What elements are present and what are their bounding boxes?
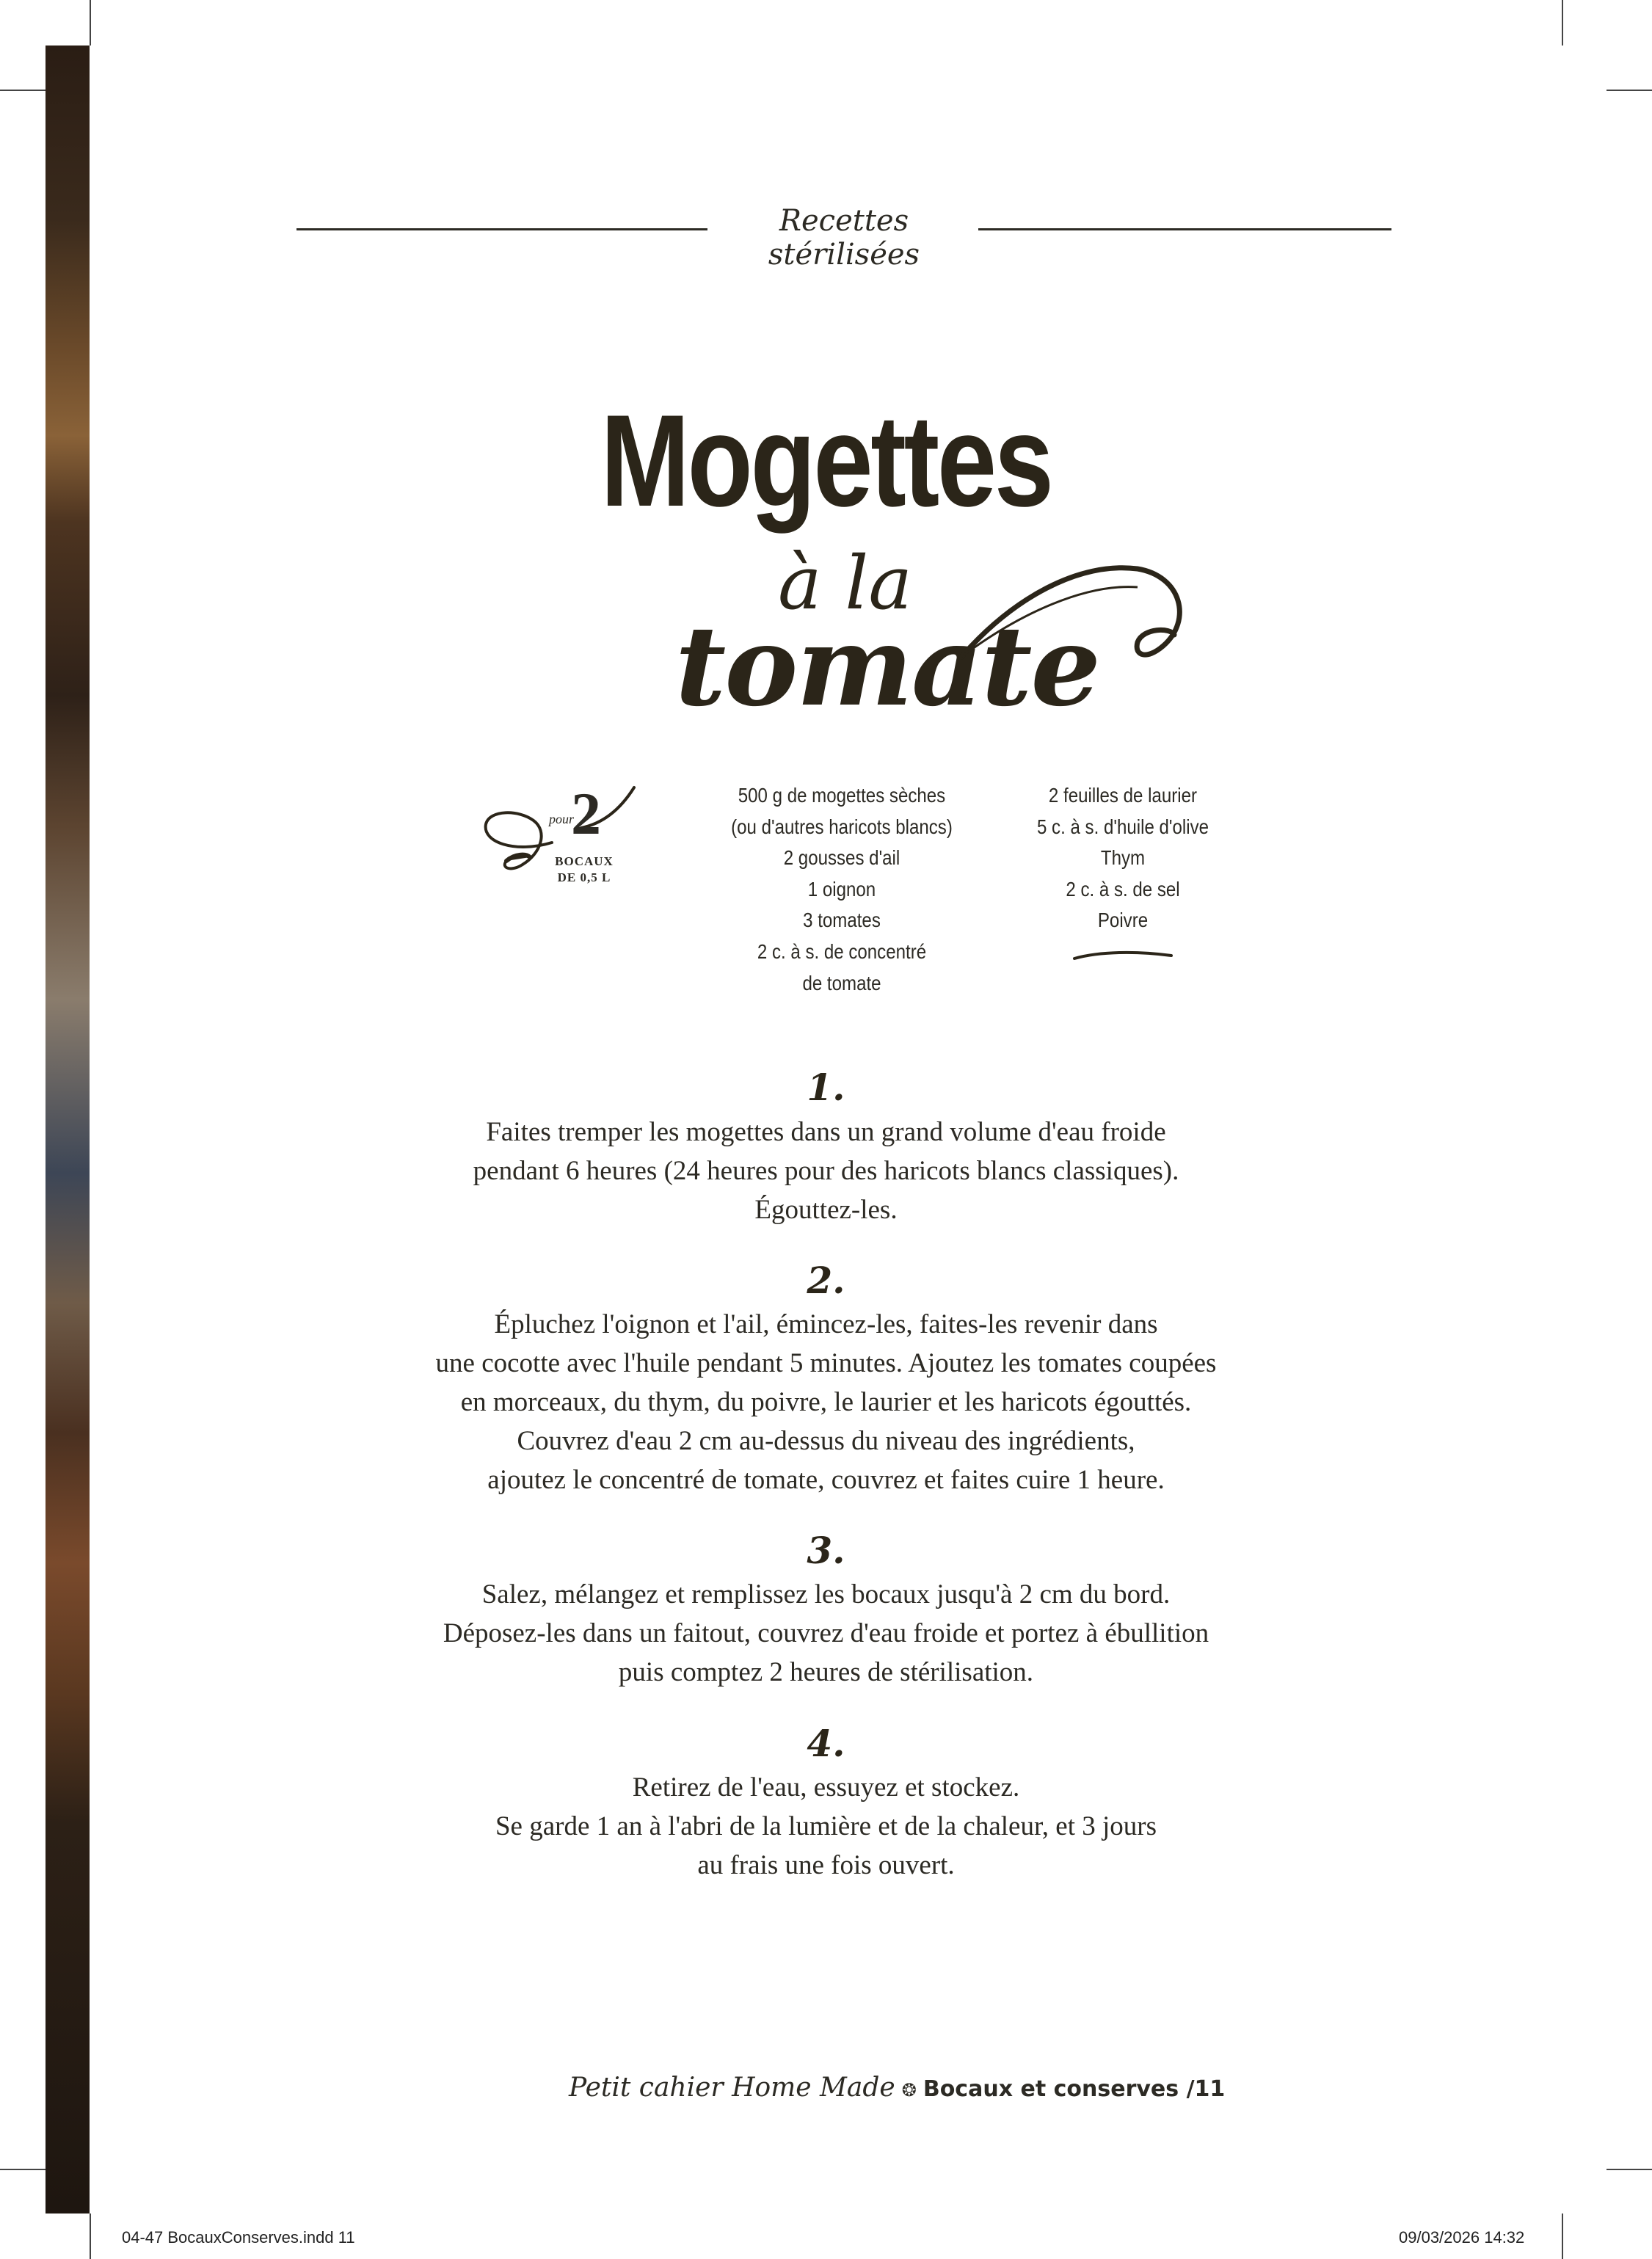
crop-mark (0, 90, 46, 91)
step-line: Déposez-les dans un faitout, couvrez d'eau froide et portez à ébullition (443, 1618, 1209, 1648)
ingredients-swash (1071, 948, 1174, 966)
yield-label: pour (549, 812, 575, 826)
crop-mark (1562, 0, 1563, 46)
step-text (0, 1305, 1652, 1499)
crop-mark (1606, 2169, 1652, 2170)
ingredient-item: 2 c. à s. de concentré (757, 939, 927, 963)
step-text (0, 1768, 1652, 1885)
section-title: Recettes stérilisées (768, 204, 920, 272)
crop-mark (90, 2213, 91, 2259)
recipe-title-main: Mogettes (600, 388, 1052, 534)
step-line: pendant 6 heures (24 heures pour des haricots blancs classiques). (473, 1156, 1179, 1186)
crop-mark (90, 0, 91, 46)
step-number: 2. (807, 1259, 845, 1302)
step-number: 3. (807, 1529, 845, 1572)
step-line: Salez, mélangez et remplissez les bocaux jusqu'à 2 cm du bord. (481, 1579, 1171, 1609)
step-line: ajoutez le concentré de tomate, couvrez et faites cuire 1 heure. (487, 1465, 1165, 1495)
recipe-title-sub: tomate (675, 602, 1099, 731)
step-line: puis comptez 2 heures de stérilisation. (618, 1657, 1034, 1687)
ingredient-item: 2 gousses d'ail (783, 846, 900, 870)
step-line: Épluchez l'oignon et l'ail, émincez-les, faites-les revenir dans (494, 1309, 1158, 1339)
yield-unit-line-2: DE 0,5 L (557, 870, 611, 884)
step-line: Faites tremper les mogettes dans un grand volume d'eau froide (486, 1117, 1166, 1147)
yield-unit-line-1: BOCAUX (555, 854, 614, 868)
step-line: une cocotte avec l'huile pendant 5 minutes. Ajoutez les tomates coupées (435, 1348, 1217, 1378)
ingredients-column-2 (965, 780, 1281, 936)
footer-page-number: Bocaux et conserves /11 (923, 2076, 1226, 2102)
footer-separator-icon: ❂ (901, 2081, 917, 2100)
step-line: Retirez de l'eau, essuyez et stockez. (632, 1772, 1020, 1803)
step-line: Couvrez d'eau 2 cm au-dessus du niveau des ingrédients, (517, 1426, 1135, 1456)
ingredient-item: de tomate (802, 971, 881, 994)
recipe-title-connector: à la (778, 540, 913, 626)
step-line: Se garde 1 an à l'abri de la lumière et de la chaleur, et 3 jours (495, 1811, 1157, 1841)
step-line: au frais une fois ouvert. (697, 1850, 955, 1880)
ingredient-item: 2 feuilles de laurier (1048, 784, 1198, 807)
ingredient-item: Poivre (1097, 909, 1149, 932)
ingredient-item: 3 tomates (803, 909, 881, 932)
slug-file: 04-47 BocauxConserves.indd 11 (122, 2228, 355, 2247)
title-flourish (954, 547, 1196, 686)
crop-mark (1562, 2213, 1563, 2259)
header-rule-left (296, 228, 707, 230)
ingredients-column-1 (684, 780, 1000, 999)
footer-series-title: Petit cahier Home Made (569, 2073, 895, 2103)
header-rule-right (978, 228, 1391, 230)
step-text (0, 1575, 1652, 1692)
ingredient-item: 500 g de mogettes sèches (738, 784, 946, 807)
slug-datetime: 09/03/2026 14:32 (1399, 2228, 1525, 2247)
yield-number: 2 (571, 780, 601, 847)
crop-mark (1606, 90, 1652, 91)
ingredient-item: 1 oignon (807, 877, 876, 901)
ingredient-item: 5 c. à s. d'huile d'olive (1036, 815, 1209, 838)
page-footer (569, 2072, 1523, 2103)
crop-mark (0, 2169, 46, 2170)
ingredient-item: (ou d'autres haricots blancs) (731, 815, 953, 838)
step-number: 4. (807, 1722, 845, 1765)
step-line: Égouttez-les. (754, 1195, 898, 1225)
ingredient-item: Thym (1100, 846, 1146, 870)
step-text (0, 1113, 1652, 1229)
step-line: en morceaux, du thym, du poivre, le laurier et les haricots égouttés. (460, 1387, 1192, 1417)
ingredient-item: 2 c. à s. de sel (1066, 877, 1180, 901)
step-number: 1. (807, 1066, 845, 1109)
